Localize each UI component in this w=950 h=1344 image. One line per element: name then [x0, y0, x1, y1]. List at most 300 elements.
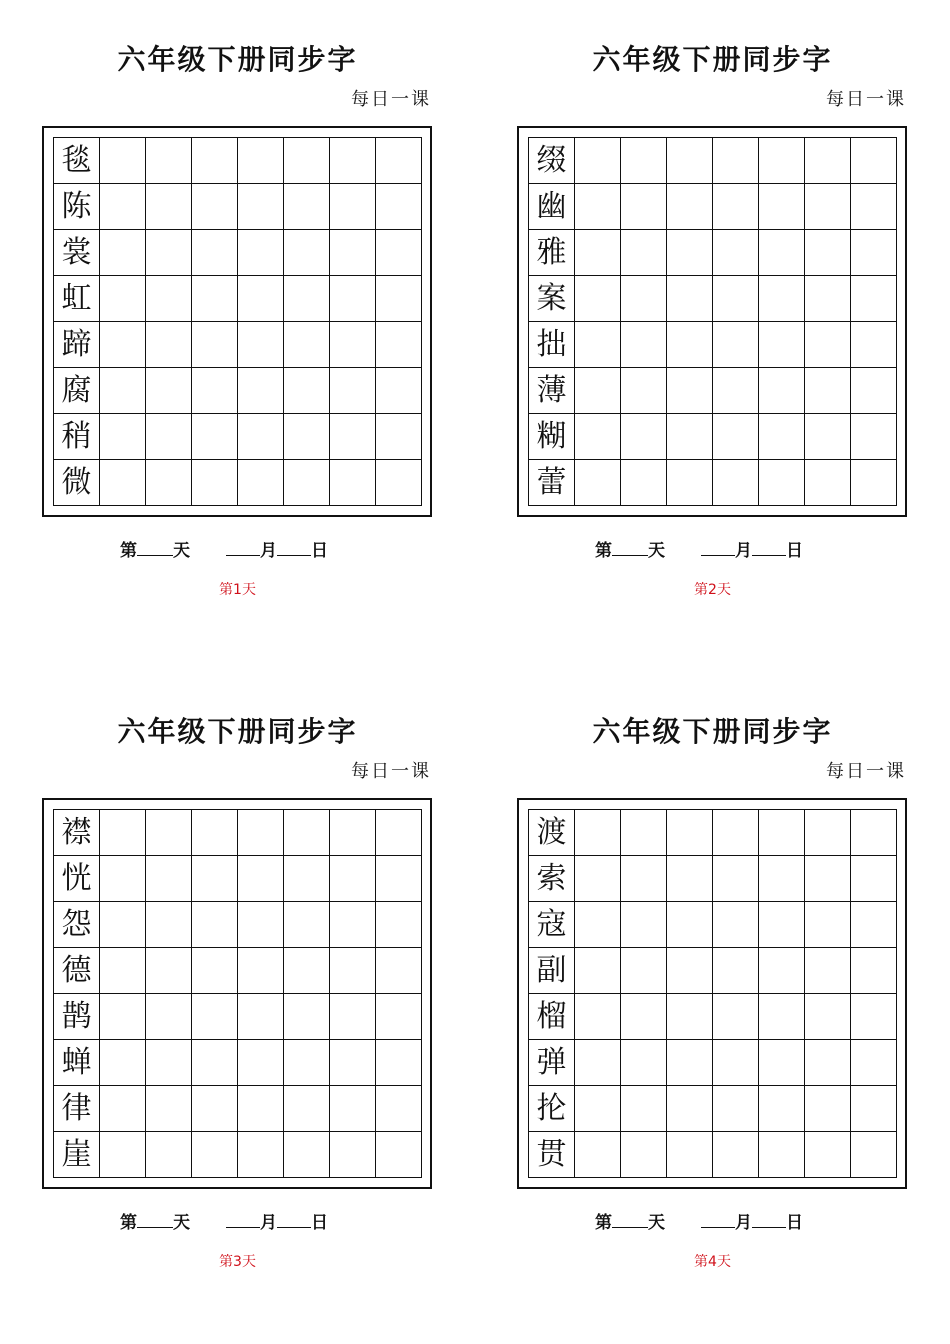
- writing-cell[interactable]: [100, 414, 146, 460]
- practice-grid: [528, 809, 897, 1178]
- writing-cell[interactable]: [621, 460, 667, 506]
- date-di-label: 第: [595, 1213, 612, 1233]
- writing-cell[interactable]: [376, 810, 422, 856]
- writing-cell[interactable]: [146, 138, 192, 184]
- writing-cell[interactable]: [851, 230, 897, 276]
- writing-cell[interactable]: [376, 1086, 422, 1132]
- writing-cell[interactable]: [621, 810, 667, 856]
- model-character: 德: [61, 952, 92, 988]
- writing-cell[interactable]: [621, 368, 667, 414]
- writing-cell[interactable]: [284, 138, 330, 184]
- writing-cell[interactable]: [100, 856, 146, 902]
- writing-cell[interactable]: [192, 138, 238, 184]
- writing-cell[interactable]: [192, 902, 238, 948]
- model-character: 微: [61, 464, 92, 500]
- month-blank[interactable]: [226, 1213, 260, 1228]
- sheet-subtitle: 每日一课: [826, 89, 906, 110]
- writing-cell[interactable]: [146, 1040, 192, 1086]
- writing-cell[interactable]: [284, 322, 330, 368]
- model-character: 虹: [61, 280, 92, 316]
- writing-cell[interactable]: [284, 414, 330, 460]
- writing-cell[interactable]: [621, 414, 667, 460]
- practice-grid: [53, 809, 422, 1178]
- date-ri-label: 日: [311, 1213, 328, 1233]
- day-number-blank[interactable]: [612, 1213, 648, 1228]
- model-character: 贯: [536, 1136, 567, 1172]
- model-character-cell: [54, 1132, 100, 1178]
- sheet-subtitle: 每日一课: [351, 89, 431, 110]
- model-character: 榴: [536, 998, 567, 1034]
- writing-cell[interactable]: [805, 902, 851, 948]
- writing-cell[interactable]: [621, 138, 667, 184]
- writing-cell[interactable]: [575, 322, 621, 368]
- writing-cell[interactable]: [192, 368, 238, 414]
- writing-cell[interactable]: [238, 414, 284, 460]
- writing-cell[interactable]: [330, 902, 376, 948]
- writing-cell[interactable]: [330, 230, 376, 276]
- writing-cell[interactable]: [805, 1132, 851, 1178]
- writing-cell[interactable]: [238, 810, 284, 856]
- writing-cell[interactable]: [192, 1040, 238, 1086]
- writing-cell[interactable]: [330, 460, 376, 506]
- month-blank[interactable]: [701, 541, 735, 556]
- model-character: 渡: [536, 814, 567, 850]
- model-character-cell: [529, 276, 575, 322]
- writing-cell[interactable]: [667, 902, 713, 948]
- writing-cell[interactable]: [146, 184, 192, 230]
- writing-cell[interactable]: [805, 948, 851, 994]
- model-character-cell: [54, 1086, 100, 1132]
- day-number-blank[interactable]: [137, 541, 173, 556]
- writing-cell[interactable]: [100, 948, 146, 994]
- model-character-cell: [529, 1132, 575, 1178]
- writing-cell[interactable]: [713, 810, 759, 856]
- writing-cell[interactable]: [146, 902, 192, 948]
- writing-cell[interactable]: [713, 1040, 759, 1086]
- writing-cell[interactable]: [851, 1040, 897, 1086]
- writing-cell[interactable]: [575, 810, 621, 856]
- model-character-cell: [54, 948, 100, 994]
- writing-cell[interactable]: [376, 414, 422, 460]
- writing-cell[interactable]: [376, 138, 422, 184]
- writing-cell[interactable]: [376, 1040, 422, 1086]
- writing-cell[interactable]: [146, 994, 192, 1040]
- writing-cell[interactable]: [667, 1040, 713, 1086]
- writing-cell[interactable]: [238, 1040, 284, 1086]
- writing-cell[interactable]: [330, 322, 376, 368]
- model-character-cell: [529, 230, 575, 276]
- model-character-cell: [54, 184, 100, 230]
- writing-cell[interactable]: [192, 1132, 238, 1178]
- writing-cell[interactable]: [621, 1086, 667, 1132]
- writing-cell[interactable]: [851, 856, 897, 902]
- date-tian-label: 天: [648, 1213, 665, 1233]
- writing-cell[interactable]: [759, 230, 805, 276]
- date-di-label: 第: [120, 1213, 137, 1233]
- writing-cell[interactable]: [805, 322, 851, 368]
- writing-cell[interactable]: [621, 856, 667, 902]
- writing-cell[interactable]: [284, 1132, 330, 1178]
- writing-cell[interactable]: [759, 994, 805, 1040]
- writing-cell[interactable]: [238, 1086, 284, 1132]
- writing-cell[interactable]: [805, 810, 851, 856]
- month-blank[interactable]: [226, 541, 260, 556]
- writing-cell[interactable]: [192, 414, 238, 460]
- writing-cell[interactable]: [575, 1132, 621, 1178]
- day-blank[interactable]: [752, 541, 786, 556]
- writing-cell[interactable]: [146, 810, 192, 856]
- writing-cell[interactable]: [759, 322, 805, 368]
- writing-cell[interactable]: [805, 276, 851, 322]
- model-character: 蹄: [61, 326, 92, 362]
- writing-cell[interactable]: [713, 138, 759, 184]
- writing-cell[interactable]: [330, 810, 376, 856]
- writing-cell[interactable]: [376, 276, 422, 322]
- writing-cell[interactable]: [851, 948, 897, 994]
- writing-cell[interactable]: [146, 856, 192, 902]
- writing-cell[interactable]: [759, 138, 805, 184]
- writing-cell[interactable]: [100, 230, 146, 276]
- writing-cell[interactable]: [667, 994, 713, 1040]
- writing-cell[interactable]: [330, 856, 376, 902]
- writing-cell[interactable]: [100, 460, 146, 506]
- writing-cell[interactable]: [621, 276, 667, 322]
- writing-cell[interactable]: [376, 184, 422, 230]
- writing-cell[interactable]: [667, 414, 713, 460]
- writing-cell[interactable]: [667, 810, 713, 856]
- writing-cell[interactable]: [851, 322, 897, 368]
- writing-cell[interactable]: [100, 1086, 146, 1132]
- writing-cell[interactable]: [851, 276, 897, 322]
- model-character-cell: [54, 902, 100, 948]
- writing-cell[interactable]: [667, 322, 713, 368]
- writing-cell[interactable]: [759, 460, 805, 506]
- writing-cell[interactable]: [284, 1086, 330, 1132]
- writing-cell[interactable]: [575, 902, 621, 948]
- writing-cell[interactable]: [759, 414, 805, 460]
- model-character: 薄: [536, 372, 567, 408]
- writing-cell[interactable]: [575, 856, 621, 902]
- writing-cell[interactable]: [192, 810, 238, 856]
- writing-cell[interactable]: [851, 414, 897, 460]
- writing-cell[interactable]: [100, 1040, 146, 1086]
- writing-cell[interactable]: [330, 994, 376, 1040]
- practice-sheet-1: [0, 0, 475, 672]
- writing-cell[interactable]: [805, 368, 851, 414]
- writing-cell[interactable]: [805, 230, 851, 276]
- writing-cell[interactable]: [667, 368, 713, 414]
- writing-cell[interactable]: [851, 994, 897, 1040]
- writing-cell[interactable]: [621, 184, 667, 230]
- model-character-cell: [54, 322, 100, 368]
- writing-cell[interactable]: [759, 368, 805, 414]
- writing-cell[interactable]: [284, 230, 330, 276]
- model-character-cell: [529, 138, 575, 184]
- day-number-blank[interactable]: [137, 1213, 173, 1228]
- writing-cell[interactable]: [713, 994, 759, 1040]
- model-character-cell: [529, 810, 575, 856]
- model-character-cell: [529, 994, 575, 1040]
- model-character: 崖: [61, 1136, 92, 1172]
- writing-cell[interactable]: [238, 460, 284, 506]
- model-character: 蝉: [61, 1044, 92, 1080]
- model-character-cell: [54, 368, 100, 414]
- writing-cell[interactable]: [575, 1086, 621, 1132]
- writing-cell[interactable]: [713, 948, 759, 994]
- writing-cell[interactable]: [621, 322, 667, 368]
- writing-cell[interactable]: [851, 368, 897, 414]
- writing-cell[interactable]: [330, 184, 376, 230]
- writing-cell[interactable]: [759, 1132, 805, 1178]
- writing-cell[interactable]: [575, 994, 621, 1040]
- writing-cell[interactable]: [100, 810, 146, 856]
- date-line: [595, 536, 803, 561]
- day-blank[interactable]: [277, 541, 311, 556]
- writing-cell[interactable]: [575, 414, 621, 460]
- writing-cell[interactable]: [284, 994, 330, 1040]
- writing-cell[interactable]: [376, 230, 422, 276]
- model-character: 蕾: [536, 464, 567, 500]
- sheet-subtitle: 每日一课: [351, 761, 431, 782]
- writing-cell[interactable]: [192, 994, 238, 1040]
- writing-cell[interactable]: [330, 414, 376, 460]
- writing-cell[interactable]: [759, 902, 805, 948]
- writing-cell[interactable]: [713, 184, 759, 230]
- writing-cell[interactable]: [376, 368, 422, 414]
- month-blank[interactable]: [701, 1213, 735, 1228]
- writing-cell[interactable]: [238, 994, 284, 1040]
- writing-cell[interactable]: [575, 460, 621, 506]
- practice-sheet-4: [475, 672, 950, 1344]
- writing-cell[interactable]: [146, 276, 192, 322]
- writing-cell[interactable]: [330, 1086, 376, 1132]
- writing-cell[interactable]: [851, 184, 897, 230]
- writing-cell[interactable]: [100, 322, 146, 368]
- model-character-cell: [529, 948, 575, 994]
- sheet-subtitle: 每日一课: [826, 761, 906, 782]
- writing-cell[interactable]: [667, 184, 713, 230]
- writing-cell[interactable]: [146, 1086, 192, 1132]
- writing-cell[interactable]: [100, 184, 146, 230]
- writing-cell[interactable]: [851, 460, 897, 506]
- date-tian-label: 天: [648, 541, 665, 561]
- day-number-blank[interactable]: [612, 541, 648, 556]
- writing-cell[interactable]: [575, 368, 621, 414]
- writing-cell[interactable]: [621, 902, 667, 948]
- writing-cell[interactable]: [376, 856, 422, 902]
- writing-cell[interactable]: [575, 1040, 621, 1086]
- writing-cell[interactable]: [851, 1132, 897, 1178]
- writing-cell[interactable]: [575, 276, 621, 322]
- model-character-cell: [529, 902, 575, 948]
- writing-cell[interactable]: [238, 138, 284, 184]
- writing-cell[interactable]: [146, 368, 192, 414]
- writing-cell[interactable]: [146, 322, 192, 368]
- writing-cell[interactable]: [100, 276, 146, 322]
- writing-cell[interactable]: [621, 230, 667, 276]
- writing-cell[interactable]: [192, 230, 238, 276]
- writing-cell[interactable]: [575, 184, 621, 230]
- writing-cell[interactable]: [713, 276, 759, 322]
- writing-cell[interactable]: [330, 276, 376, 322]
- writing-cell[interactable]: [192, 184, 238, 230]
- writing-cell[interactable]: [238, 184, 284, 230]
- writing-cell[interactable]: [851, 1086, 897, 1132]
- writing-cell[interactable]: [146, 414, 192, 460]
- writing-cell[interactable]: [192, 948, 238, 994]
- writing-cell[interactable]: [667, 460, 713, 506]
- writing-cell[interactable]: [238, 948, 284, 994]
- writing-cell[interactable]: [192, 856, 238, 902]
- writing-cell[interactable]: [284, 368, 330, 414]
- writing-cell[interactable]: [100, 994, 146, 1040]
- model-character-cell: [529, 414, 575, 460]
- model-character-cell: [54, 414, 100, 460]
- writing-cell[interactable]: [667, 1086, 713, 1132]
- day-label: 第3天: [219, 1254, 256, 1270]
- model-character-cell: [54, 460, 100, 506]
- writing-cell[interactable]: [805, 414, 851, 460]
- model-character: 拙: [536, 326, 567, 362]
- date-tian-label: 天: [173, 541, 190, 561]
- writing-cell[interactable]: [759, 184, 805, 230]
- writing-cell[interactable]: [759, 276, 805, 322]
- writing-cell[interactable]: [238, 276, 284, 322]
- writing-cell[interactable]: [376, 994, 422, 1040]
- model-character-cell: [529, 368, 575, 414]
- model-character: 抡: [536, 1090, 567, 1126]
- writing-cell[interactable]: [805, 1040, 851, 1086]
- writing-cell[interactable]: [238, 322, 284, 368]
- writing-cell[interactable]: [851, 138, 897, 184]
- writing-cell[interactable]: [667, 1132, 713, 1178]
- writing-cell[interactable]: [667, 138, 713, 184]
- writing-cell[interactable]: [284, 902, 330, 948]
- sheet-title: 六年级下册同步字: [117, 43, 358, 76]
- writing-cell[interactable]: [376, 902, 422, 948]
- writing-cell[interactable]: [284, 460, 330, 506]
- writing-cell[interactable]: [284, 184, 330, 230]
- date-yue-label: 月: [735, 1213, 752, 1233]
- writing-cell[interactable]: [805, 1086, 851, 1132]
- writing-cell[interactable]: [621, 994, 667, 1040]
- day-blank[interactable]: [752, 1213, 786, 1228]
- writing-cell[interactable]: [713, 230, 759, 276]
- writing-cell[interactable]: [851, 810, 897, 856]
- model-character: 裳: [61, 234, 92, 270]
- writing-cell[interactable]: [330, 138, 376, 184]
- writing-cell[interactable]: [192, 460, 238, 506]
- writing-cell[interactable]: [238, 902, 284, 948]
- writing-cell[interactable]: [851, 902, 897, 948]
- day-blank[interactable]: [277, 1213, 311, 1228]
- writing-cell[interactable]: [146, 1132, 192, 1178]
- writing-cell[interactable]: [667, 276, 713, 322]
- writing-cell[interactable]: [192, 322, 238, 368]
- writing-cell[interactable]: [759, 948, 805, 994]
- writing-cell[interactable]: [192, 276, 238, 322]
- writing-cell[interactable]: [238, 230, 284, 276]
- writing-cell[interactable]: [330, 948, 376, 994]
- writing-cell[interactable]: [146, 948, 192, 994]
- writing-cell[interactable]: [805, 138, 851, 184]
- writing-cell[interactable]: [759, 1040, 805, 1086]
- writing-cell[interactable]: [376, 948, 422, 994]
- model-character-cell: [54, 1040, 100, 1086]
- writing-cell[interactable]: [238, 1132, 284, 1178]
- writing-cell[interactable]: [284, 856, 330, 902]
- writing-cell[interactable]: [376, 322, 422, 368]
- practice-grid: [528, 137, 897, 506]
- writing-cell[interactable]: [100, 368, 146, 414]
- writing-cell[interactable]: [713, 414, 759, 460]
- writing-cell[interactable]: [621, 1040, 667, 1086]
- model-character: 寇: [536, 906, 567, 942]
- writing-cell[interactable]: [376, 1132, 422, 1178]
- writing-cell[interactable]: [713, 1132, 759, 1178]
- writing-cell[interactable]: [284, 276, 330, 322]
- writing-cell[interactable]: [805, 994, 851, 1040]
- date-di-label: 第: [595, 541, 612, 561]
- writing-cell[interactable]: [238, 368, 284, 414]
- model-character-cell: [529, 856, 575, 902]
- writing-cell[interactable]: [667, 948, 713, 994]
- writing-cell[interactable]: [100, 138, 146, 184]
- model-character-cell: [529, 460, 575, 506]
- writing-cell[interactable]: [759, 856, 805, 902]
- model-character-cell: [529, 1040, 575, 1086]
- date-yue-label: 月: [735, 541, 752, 561]
- writing-cell[interactable]: [667, 230, 713, 276]
- sheet-title: 六年级下册同步字: [592, 43, 833, 76]
- practice-grid-frame: [517, 126, 907, 517]
- writing-cell[interactable]: [713, 460, 759, 506]
- writing-cell[interactable]: [713, 1086, 759, 1132]
- writing-cell[interactable]: [100, 902, 146, 948]
- writing-cell[interactable]: [621, 948, 667, 994]
- writing-cell[interactable]: [100, 1132, 146, 1178]
- writing-cell[interactable]: [805, 856, 851, 902]
- writing-cell[interactable]: [330, 1132, 376, 1178]
- writing-cell[interactable]: [575, 138, 621, 184]
- writing-cell[interactable]: [621, 1132, 667, 1178]
- writing-cell[interactable]: [146, 460, 192, 506]
- model-character: 糊: [536, 418, 567, 454]
- writing-cell[interactable]: [330, 1040, 376, 1086]
- writing-cell[interactable]: [667, 856, 713, 902]
- writing-cell[interactable]: [284, 810, 330, 856]
- writing-cell[interactable]: [238, 856, 284, 902]
- writing-cell[interactable]: [713, 856, 759, 902]
- writing-cell[interactable]: [376, 460, 422, 506]
- writing-cell[interactable]: [713, 322, 759, 368]
- writing-cell[interactable]: [575, 230, 621, 276]
- writing-cell[interactable]: [713, 902, 759, 948]
- writing-cell[interactable]: [575, 948, 621, 994]
- writing-cell[interactable]: [805, 460, 851, 506]
- writing-cell[interactable]: [713, 368, 759, 414]
- writing-cell[interactable]: [146, 230, 192, 276]
- writing-cell[interactable]: [284, 1040, 330, 1086]
- writing-cell[interactable]: [759, 810, 805, 856]
- writing-cell[interactable]: [759, 1086, 805, 1132]
- writing-cell[interactable]: [805, 184, 851, 230]
- model-character: 雅: [536, 234, 567, 270]
- writing-cell[interactable]: [330, 368, 376, 414]
- writing-cell[interactable]: [284, 948, 330, 994]
- writing-cell[interactable]: [192, 1086, 238, 1132]
- practice-grid-frame: [517, 798, 907, 1189]
